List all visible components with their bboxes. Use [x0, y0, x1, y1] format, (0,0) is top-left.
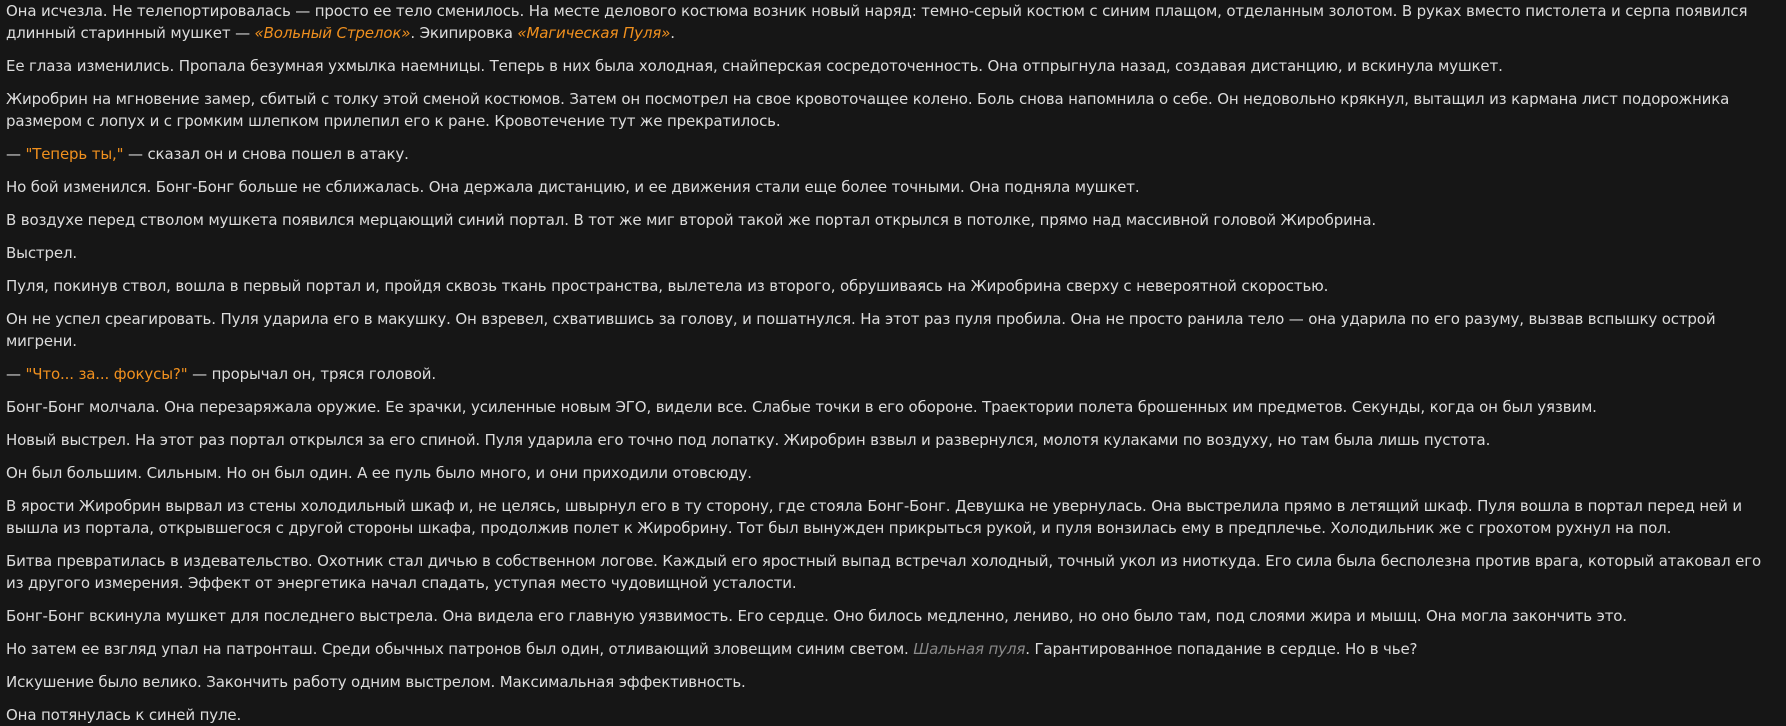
story-paragraph	[6, 88, 1780, 132]
story-paragraph	[6, 495, 1780, 539]
highlighted-term: «Магическая Пуля»	[517, 24, 671, 42]
text-run: Она исчезла. Не телепортировалась — просто ее тело сменилось. На месте делового костюма возник новый наряд: темно-серый костюм с синим плащом, отделанным золотом. В руках вместо пистолета и серпа появился длинный старинный мушкет —	[6, 2, 1748, 42]
text-run: . Экипировка	[410, 24, 518, 42]
highlighted-term: «Вольный Стрелок»	[254, 24, 411, 42]
text-run: — прорычал он, тряся головой.	[187, 365, 436, 383]
text-run: Он был большим. Сильным. Но он был один. А ее пуль было много, и они приходили отовсюду.	[6, 464, 752, 482]
dialogue-quote: "Что... за... фокусы?"	[25, 365, 188, 383]
text-run: Битва превратилась в издевательство. Охотник стал дичью в собственном логове. Каждый его яростный выпад встречал холодный, точный укол из ниоткуда. Его сила была бесполезна против врага, который атаковал его из другого измерения. Эффект от энергетика начал спадать, уступая место чудовищной усталости.	[6, 552, 1761, 592]
story-paragraph	[6, 275, 1780, 297]
text-run: .	[670, 24, 675, 42]
text-run: Бонг-Бонг молчала. Она перезаряжала оружие. Ее зрачки, усиленные новым ЭГО, видели все. Слабые точки в его обороне. Траектории полета брошенных им предметов. Секунды, когда он был уязвим.	[6, 398, 1597, 416]
story-paragraph	[6, 638, 1780, 660]
text-run: Жиробрин на мгновение замер, сбитый с толку этой сменой костюмов. Затем он посмотрел на свое кровоточащее колено. Боль снова напомнила о себе. Он недовольно крякнул, вытащил из кармана лист подорожника размером с лопух и с громким шлепком прилепил его к ране. Кровотечение тут же прекратилось.	[6, 90, 1730, 130]
story-paragraph	[6, 363, 1780, 385]
text-run: Искушение было велико. Закончить работу одним выстрелом. Максимальная эффективность.	[6, 673, 746, 691]
dialogue-quote: "Теперь ты,"	[25, 145, 124, 163]
text-run: Бонг-Бонг вскинула мушкет для последнего выстрела. Она видела его главную уязвимость. Его сердце. Оно билось медленно, лениво, но оно было там, под слоями жира и мышц. Она могла закончить это.	[6, 607, 1627, 625]
text-run: В ярости Жиробрин вырвал из стены холодильный шкаф и, не целясь, швырнул его в ту сторону, где стояла Бонг-Бонг. Девушка не увернулась. Она выстрелила прямо в летящий шкаф. Пуля вошла в портал перед ней и вышла из портала, открывшегося с другой стороны шкафа, продолжив полет к Жиробрину. Тот был вынужден прикрыться рукой, и пуля вонзилась ему в предплечье. Холодильник же с грохотом рухнул на пол.	[6, 497, 1742, 537]
story-paragraph	[6, 308, 1780, 352]
text-run: . Гарантированное попадание в сердце. Но в чье?	[1025, 640, 1418, 658]
story-paragraph	[6, 429, 1780, 451]
text-run: — сказал он и снова пошел в атаку.	[123, 145, 409, 163]
story-paragraph	[6, 671, 1780, 693]
text-run: Пуля, покинув ствол, вошла в первый портал и, пройдя сквозь ткань пространства, вылетела из второго, обрушиваясь на Жиробрина сверху с невероятной скоростью.	[6, 277, 1329, 295]
text-run: Ее глаза изменились. Пропала безумная ухмылка наемницы. Теперь в них была холодная, снайперская сосредоточенность. Она отпрыгнула назад, создавая дистанцию, и вскинула мушкет.	[6, 57, 1503, 75]
story-paragraph	[6, 396, 1780, 418]
story-paragraph	[6, 462, 1780, 484]
text-run: —	[6, 145, 26, 163]
highlighted-term: Шальная пуля	[913, 640, 1026, 658]
text-run: Новый выстрел. На этот раз портал открылся за его спиной. Пуля ударила его точно под лопатку. Жиробрин взвыл и развернулся, молотя кулаками по воздуху, но там была лишь пустота.	[6, 431, 1491, 449]
story-paragraph	[6, 550, 1780, 594]
story-paragraph	[6, 209, 1780, 231]
story-paragraph	[6, 143, 1780, 165]
text-run: В воздухе перед стволом мушкета появился мерцающий синий портал. В тот же миг второй такой же портал открылся в потолке, прямо над массивной головой Жиробрина.	[6, 211, 1376, 229]
story-paragraph	[6, 242, 1780, 264]
text-run: Но затем ее взгляд упал на патронташ. Среди обычных патронов был один, отливающий зловещим синим светом.	[6, 640, 914, 658]
story-paragraph	[6, 605, 1780, 627]
text-run: Но бой изменился. Бонг-Бонг больше не сближалась. Она держала дистанцию, и ее движения стали еще более точными. Она подняла мушкет.	[6, 178, 1140, 196]
story-paragraph	[6, 55, 1780, 77]
text-run: Он не успел среагировать. Пуля ударила его в макушку. Он взревел, схватившись за голову, и пошатнулся. На этот раз пуля пробила. Она не просто ранила тело — она ударила по его разуму, вызвав вспышку острой мигрени.	[6, 310, 1716, 350]
text-run: Выстрел.	[6, 244, 78, 262]
text-run: —	[6, 365, 26, 383]
story-paragraph	[6, 0, 1780, 44]
text-run: Она потянулась к синей пуле.	[6, 706, 242, 724]
story-paragraph	[6, 704, 1780, 726]
story-paragraph	[6, 176, 1780, 198]
